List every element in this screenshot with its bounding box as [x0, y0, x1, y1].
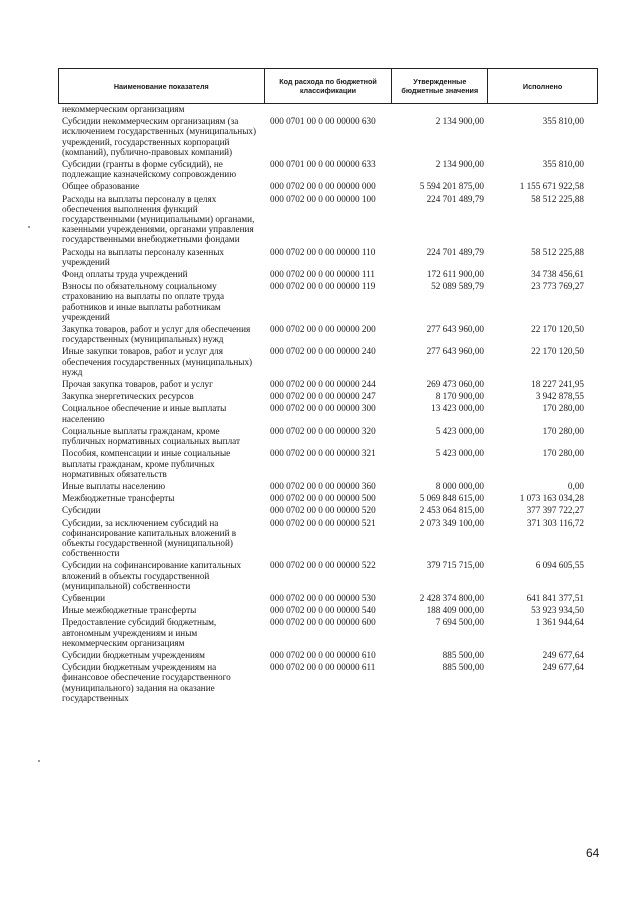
row-name: Иные выплаты населению — [62, 480, 166, 491]
header-name: Наименование показателя — [59, 69, 265, 103]
row-approved: 885 500,00 — [442, 662, 484, 673]
row-name: Субсидии, за исключением субсидий на софинансирование капитальных вложений в объекты государственной (муниципальной) собственности — [62, 517, 237, 559]
table-row — [58, 662, 598, 703]
table-row — [58, 281, 598, 322]
row-approved: 2 134 900,00 — [435, 116, 484, 127]
row-code: 000 0702 00 0 00 00000 321 — [270, 448, 376, 459]
row-approved — [392, 104, 488, 114]
table-row — [58, 448, 598, 479]
row-approved: 7 694 500,00 — [435, 617, 484, 628]
row-executed: 34 738 456,61 — [531, 269, 584, 280]
row-executed: 170 280,00 — [542, 448, 584, 459]
row-executed: 22 170 120,50 — [531, 324, 584, 335]
row-code: 000 0702 00 0 00 00000 247 — [270, 391, 376, 402]
row-code: 000 0702 00 0 00 00000 300 — [270, 403, 376, 414]
row-code: 000 0702 00 0 00 00000 111 — [270, 269, 375, 280]
row-approved: 224 701 489,79 — [426, 246, 484, 257]
row-approved: 52 089 589,79 — [431, 281, 484, 292]
row-code: 000 0702 00 0 00 00000 521 — [270, 517, 376, 528]
row-code — [264, 104, 392, 114]
table-row — [58, 159, 598, 179]
row-code: 000 0702 00 0 00 00000 611 — [270, 662, 376, 673]
row-approved: 8 170 900,00 — [435, 391, 484, 402]
row-executed: 1 073 163 034,28 — [519, 493, 584, 504]
row-executed: 355 810,00 — [542, 116, 584, 127]
table-row — [58, 403, 598, 423]
row-name: Закупка энергетических ресурсов — [62, 391, 194, 402]
row-code: 000 0702 00 0 00 00000 500 — [270, 493, 376, 504]
row-approved: 188 409 000,00 — [426, 605, 484, 616]
row-approved: 2 134 900,00 — [435, 159, 484, 170]
table-header — [58, 68, 598, 104]
table-row — [58, 493, 598, 503]
row-code: 000 0702 00 0 00 00000 360 — [270, 480, 376, 491]
row-name: Субсидии — [62, 505, 101, 516]
table-row — [58, 346, 598, 377]
row-executed: 1 155 671 922,58 — [519, 181, 584, 192]
row-name: Социальные выплаты гражданам, кроме публичных нормативных социальных выплат — [62, 425, 241, 447]
row-name: Расходы на выплаты персоналу казенных учреждений — [62, 246, 225, 267]
row-name: Закупка товаров, работ и услуг для обеспечения государственных (муниципальных) нужд — [62, 324, 251, 345]
row-executed: 377 397 722,27 — [526, 505, 584, 516]
table-body — [58, 104, 598, 703]
row-executed: 0,00 — [567, 480, 584, 491]
header-executed: Исполнено — [488, 69, 598, 103]
row-executed: 18 227 241,95 — [531, 379, 584, 390]
row-name: Пособия, компенсации и иные социальные выплаты гражданам, кроме публичных нормативных обязательств — [62, 448, 231, 479]
row-executed: 6 094 605,55 — [535, 560, 584, 571]
row-code: 000 0701 00 0 00 00000 630 — [270, 116, 376, 127]
row-approved: 2 453 064 815,00 — [419, 505, 484, 516]
row-executed: 249 677,64 — [542, 649, 584, 660]
row-executed: 53 923 934,50 — [531, 605, 584, 616]
row-code: 000 0702 00 0 00 00000 200 — [270, 324, 376, 335]
row-code: 000 0702 00 0 00 00000 610 — [270, 649, 376, 660]
header-approved: Утвержденные бюджетные значения — [392, 69, 488, 103]
scan-speck — [28, 226, 30, 228]
row-executed: 641 841 377,51 — [526, 592, 584, 603]
row-approved: 2 428 374 800,00 — [419, 592, 484, 603]
row-approved: 13 423 000,00 — [431, 403, 484, 414]
table-row — [58, 605, 598, 615]
table-row — [58, 426, 598, 446]
row-approved: 2 073 349 100,00 — [419, 517, 484, 528]
row-executed: 3 942 878,55 — [535, 391, 584, 402]
table-row — [58, 481, 598, 491]
row-approved: 5 423 000,00 — [435, 425, 484, 436]
table-row — [58, 505, 598, 515]
page-number: 64 — [586, 846, 600, 860]
table-row — [58, 560, 598, 591]
row-code: 000 0702 00 0 00 00000 600 — [270, 617, 376, 628]
row-name: Субсидии некоммерческим организациям (за исключением государственных (муниципальных) учреждений, государственных корпораций (компаний), публично-правовых компаний) — [62, 116, 257, 157]
row-name: Субсидии бюджетным учреждениям на финансовое обеспечение государственного (муниципального) задания на оказание государственных — [62, 662, 231, 703]
row-approved: 277 643 960,00 — [426, 346, 484, 357]
row-name: Социальное обеспечение и иные выплаты населению — [62, 403, 227, 424]
row-approved: 8 000 000,00 — [435, 480, 484, 491]
row-name: Межбюджетные трансферты — [62, 493, 175, 504]
row-approved: 269 473 060,00 — [426, 379, 484, 390]
budget-table — [58, 68, 598, 703]
row-code: 000 0702 00 0 00 00000 240 — [270, 346, 376, 357]
row-name: Фонд оплаты труда учреждений — [62, 269, 188, 280]
scan-speck — [38, 760, 40, 762]
row-name: Прочая закупка товаров, работ и услуг — [62, 379, 213, 390]
row-name: некоммерческим организациям — [62, 104, 185, 114]
row-executed: 58 512 225,88 — [531, 246, 584, 257]
row-code: 000 0702 00 0 00 00000 100 — [270, 193, 376, 204]
row-code: 000 0702 00 0 00 00000 540 — [270, 605, 376, 616]
table-row — [58, 518, 598, 559]
row-code: 000 0702 00 0 00 00000 119 — [270, 281, 376, 292]
row-code: 000 0702 00 0 00 00000 110 — [270, 246, 376, 257]
row-name: Субсидии на софинансирование капитальных вложений в объекты государственной (муниципальной) собственности — [62, 560, 242, 591]
row-executed: 249 677,64 — [542, 662, 584, 673]
header-code: Код расхода по бюджетной классификации — [265, 69, 393, 103]
row-executed: 22 170 120,50 — [531, 346, 584, 357]
row-code: 000 0702 00 0 00 00000 000 — [270, 181, 376, 192]
row-executed — [488, 104, 598, 114]
row-approved: 5 069 848 615,00 — [419, 493, 484, 504]
row-code: 000 0701 00 0 00 00000 633 — [270, 159, 376, 170]
row-name: Расходы на выплаты персоналу в целях обеспечения выполнения функций государственными (муниципальными) органами, казенными учреждениями, органами управления государственными внебюджетными фондами — [62, 193, 255, 245]
row-name: Предоставление субсидий бюджетным, автономным учреждениям и иным некоммерческим организациям — [62, 617, 217, 648]
row-name: Иные закупки товаров, работ и услуг для обеспечения государственных (муниципальных) нужд — [62, 346, 253, 377]
row-name: Субсидии (гранты в форме субсидий), не подлежащие казначейскому сопровождению — [62, 159, 237, 180]
table-row — [58, 194, 598, 245]
row-approved: 379 715 715,00 — [426, 560, 484, 571]
table-row — [58, 181, 598, 191]
row-executed: 170 280,00 — [542, 425, 584, 436]
table-row — [58, 617, 598, 648]
row-approved: 224 701 489,79 — [426, 193, 484, 204]
row-approved: 5 423 000,00 — [435, 448, 484, 459]
table-row — [58, 104, 598, 114]
row-approved: 172 611 900,00 — [426, 269, 484, 280]
row-code: 000 0702 00 0 00 00000 520 — [270, 505, 376, 516]
table-row — [58, 116, 598, 157]
row-code: 000 0702 00 0 00 00000 522 — [270, 560, 376, 571]
row-executed: 23 773 769,27 — [531, 281, 584, 292]
row-approved: 5 594 201 875,00 — [419, 181, 484, 192]
table-row — [58, 247, 598, 267]
row-code: 000 0702 00 0 00 00000 320 — [270, 425, 376, 436]
table-row — [58, 269, 598, 279]
row-code: 000 0702 00 0 00 00000 530 — [270, 592, 376, 603]
row-name: Субвенции — [62, 592, 106, 603]
table-row — [58, 391, 598, 401]
row-executed: 355 810,00 — [542, 159, 584, 170]
row-name: Иные межбюджетные трансферты — [62, 605, 197, 616]
row-name: Взносы по обязательному социальному страхованию на выплаты по оплате труда работников и иные выплаты работникам учреждений — [62, 281, 225, 322]
table-row — [58, 324, 598, 344]
row-approved: 277 643 960,00 — [426, 324, 484, 335]
row-name: Общее образование — [62, 181, 140, 192]
row-executed: 170 280,00 — [542, 403, 584, 414]
row-executed: 371 303 116,72 — [526, 517, 584, 528]
row-name: Субсидии бюджетным учреждениям — [62, 649, 205, 660]
table-row — [58, 593, 598, 603]
row-approved: 885 500,00 — [442, 649, 484, 660]
table-row — [58, 379, 598, 389]
row-executed: 58 512 225,88 — [531, 193, 584, 204]
table-row — [58, 650, 598, 660]
row-code: 000 0702 00 0 00 00000 244 — [270, 379, 376, 390]
row-executed: 1 361 944,64 — [535, 617, 584, 628]
